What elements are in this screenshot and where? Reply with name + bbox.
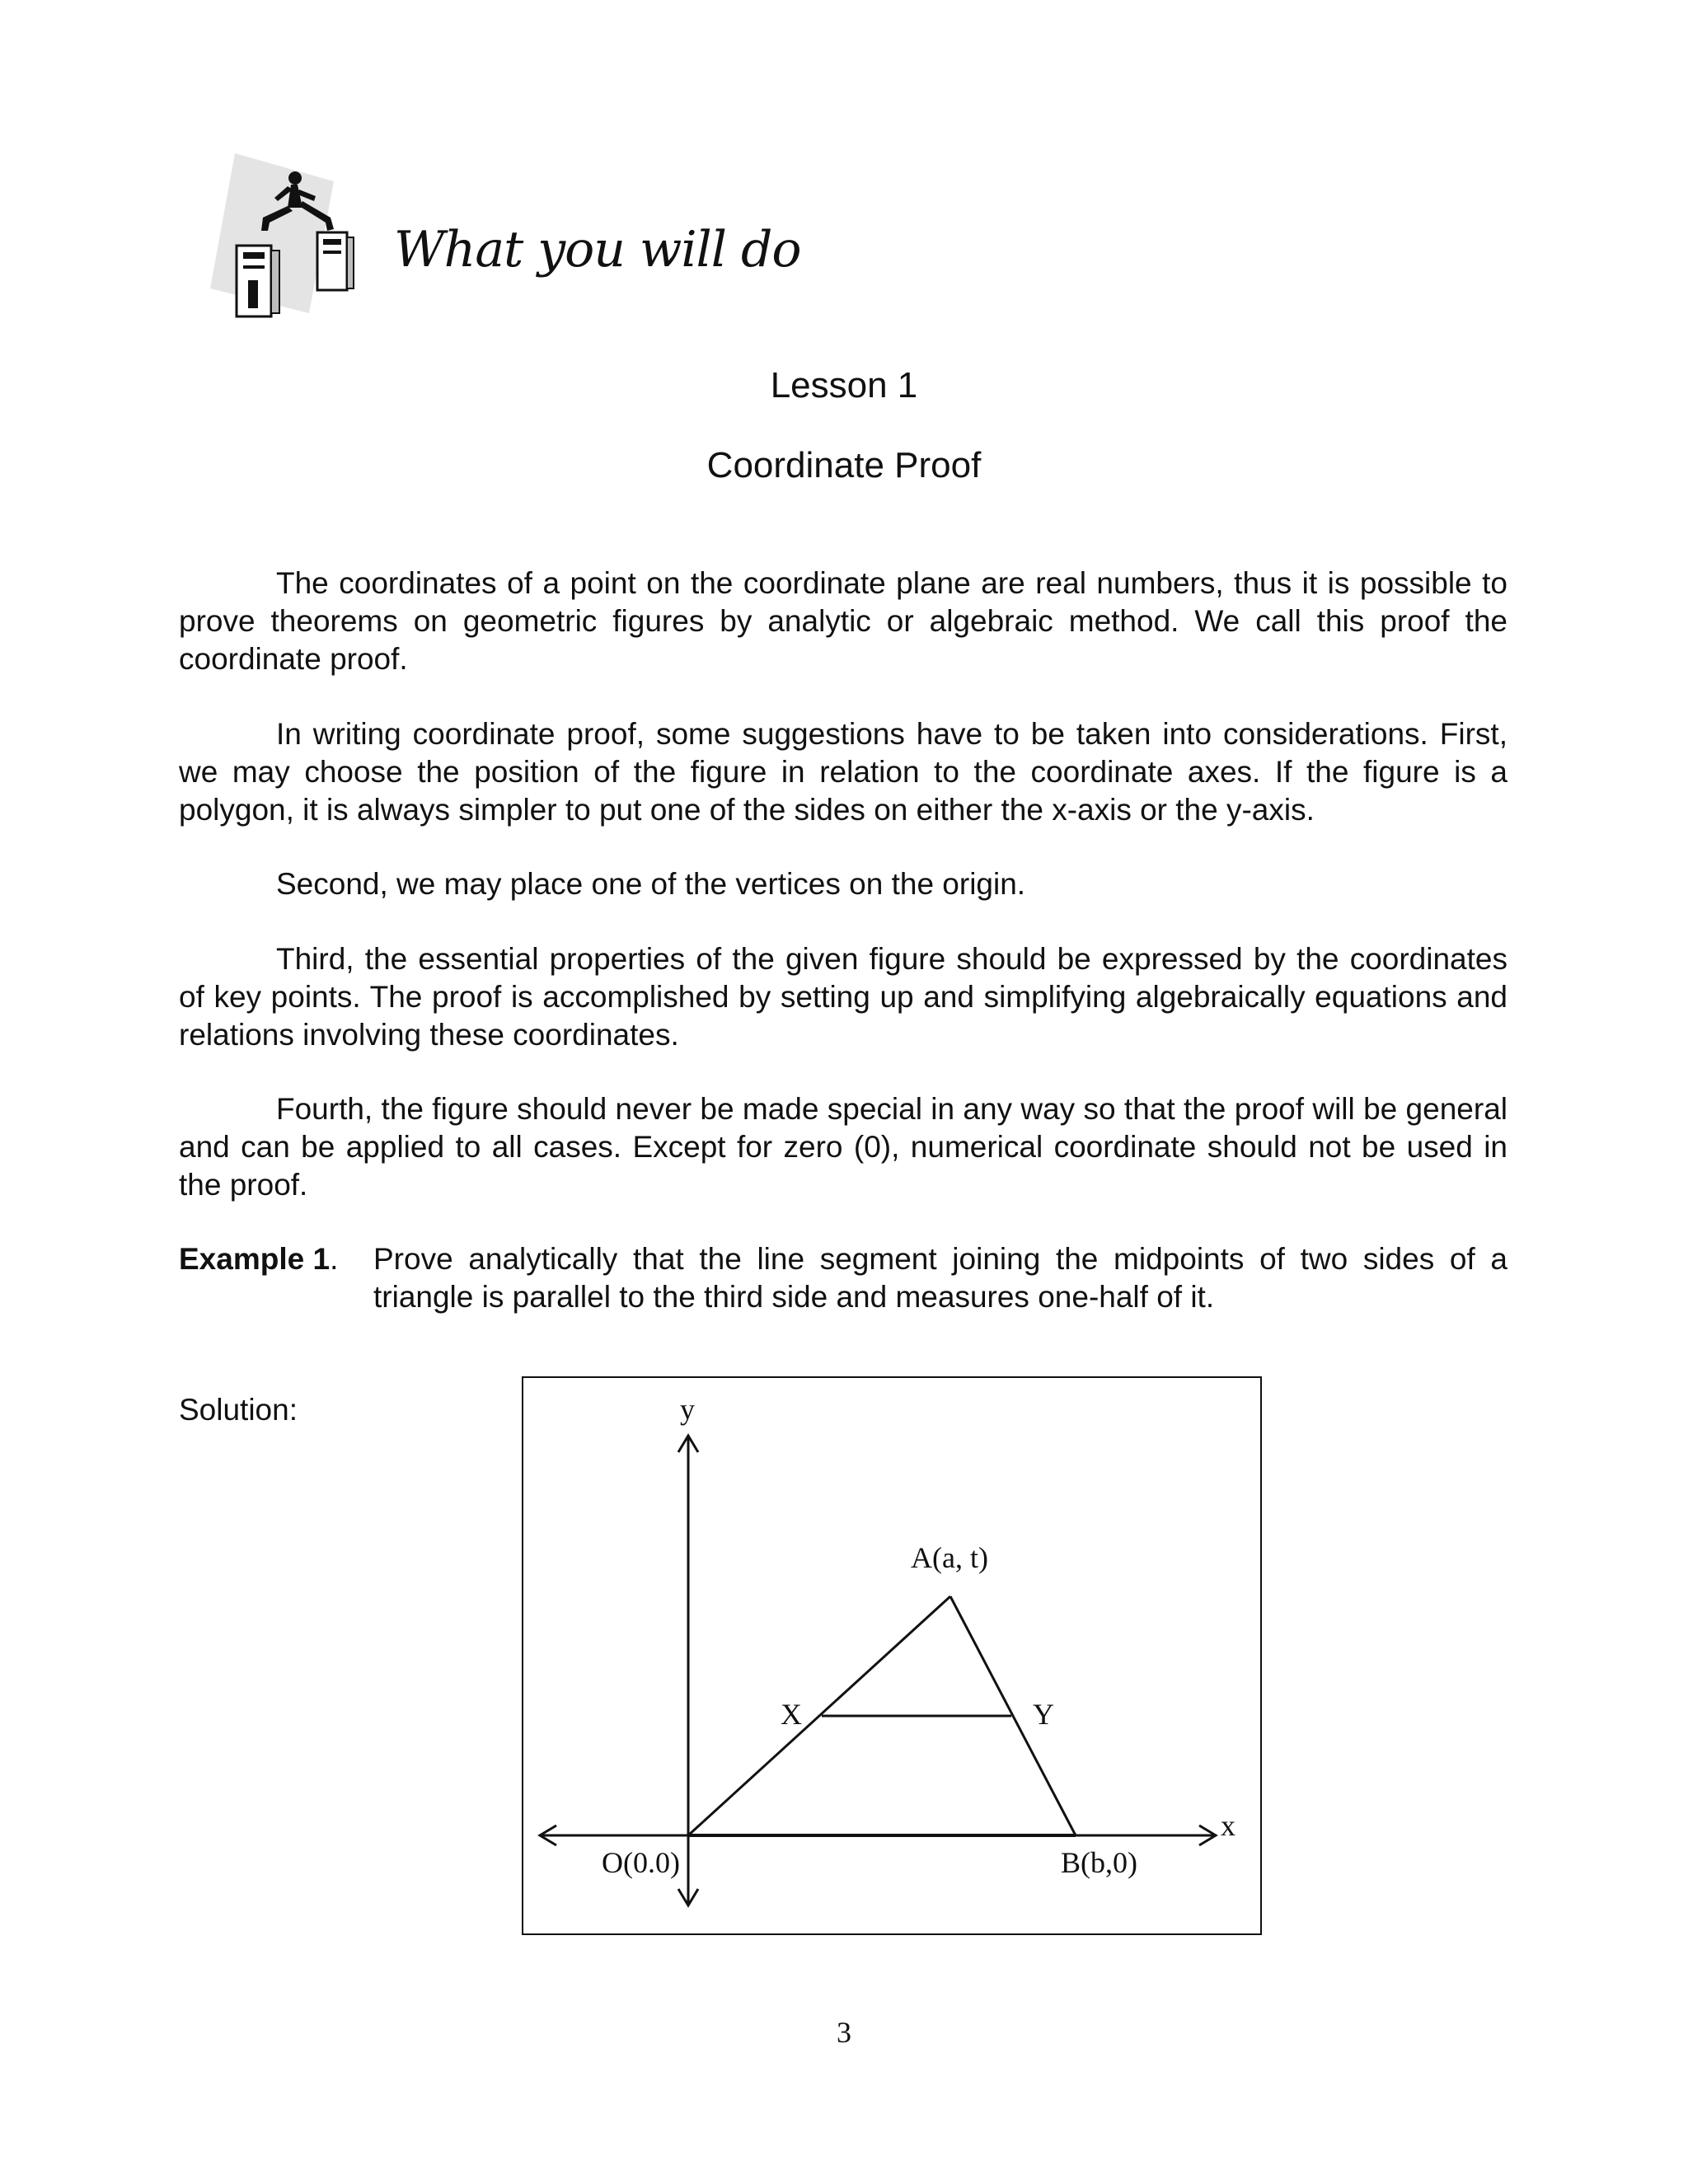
paragraph-third-suggestion: Third, the essential properties of the given figure should be expressed by the coordinates of key points. The proof is accomplished by setting up and simplifying algebraically equations and relations involving these coordinates.	[179, 942, 1507, 1052]
jumping-man-books-logo	[202, 148, 424, 326]
point-y-label: Y	[1033, 1698, 1054, 1731]
coordinate-diagram	[523, 1378, 1264, 1937]
section-heading: What you will do	[394, 221, 801, 279]
paragraph-first-suggestion: In writing coordinate proof, some suggestions have to be taken into considerations. First, we may choose the position of the figure in relation to the coordinate axes. If the figure is a polygon, it is always simpler to put one of the sides on either the x-axis or the y-axis.	[179, 717, 1507, 827]
point-o-label: O(0.0)	[602, 1846, 680, 1879]
logo-graphic	[202, 148, 424, 326]
lesson-title-text: Coordinate Proof	[706, 445, 982, 485]
lesson-number	[0, 365, 1688, 406]
point-x-label: X	[781, 1698, 802, 1731]
y-axis-label: y	[680, 1393, 695, 1426]
x-axis-label: x	[1221, 1809, 1236, 1842]
point-b-label: B(b,0)	[1061, 1846, 1137, 1879]
coordinate-figure	[522, 1376, 1262, 1935]
example-text: Prove analytically that the line segment joining the midpoints of two sides of a triangle is parallel to the third side and measures one-half of it.	[373, 1242, 1507, 1314]
example-label-text: Example 1	[179, 1242, 331, 1276]
solution-label: Solution:	[179, 1393, 298, 1427]
point-a-label: A(a, t)	[911, 1541, 988, 1574]
example-label-suffix: .	[330, 1242, 339, 1276]
paragraph-fourth-suggestion: Fourth, the figure should never be made special in any way so that the proof will be general and can be applied to all cases. Except for zero (0), numerical coordinate should not be used in the proof.	[179, 1092, 1507, 1202]
page-number: 3	[837, 2016, 851, 2049]
paragraph-intro: The coordinates of a point on the coordinate plane are real numbers, thus it is possible to prove theorems on geometric figures by analytic or algebraic method. We call this proof the coordinate proof.	[179, 566, 1507, 676]
lesson-number-text: Lesson 1	[770, 365, 918, 405]
lesson-title	[0, 445, 1688, 486]
paragraph-second-suggestion: Second, we may place one of the vertices on the origin.	[276, 867, 1026, 901]
example-label	[179, 1240, 338, 1278]
